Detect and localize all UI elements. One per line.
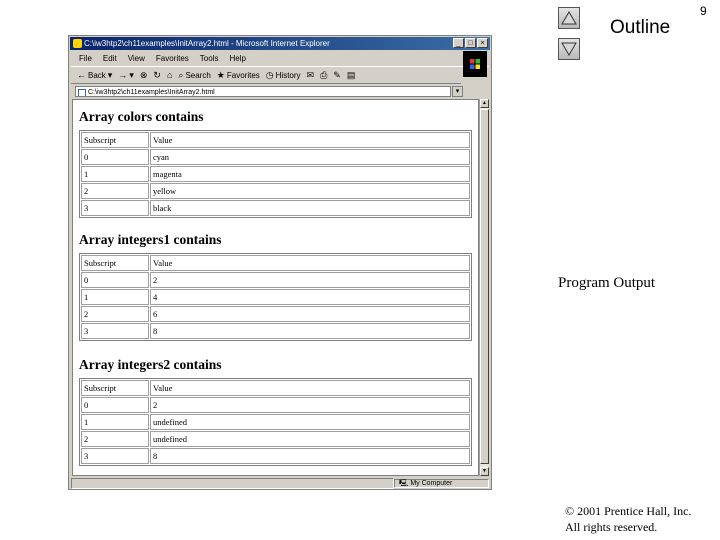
history-button[interactable] [266, 70, 301, 81]
favorites-label: Favorites [226, 70, 260, 80]
menu-edit[interactable]: Edit [102, 54, 117, 63]
table-header-row [81, 132, 470, 148]
back-label: Back [88, 70, 106, 80]
star-icon: ★ [216, 69, 225, 80]
discuss-icon[interactable]: ▤ [346, 69, 356, 80]
subscript-cell: 2 [81, 306, 149, 322]
subscript-header: Subscript [81, 255, 149, 271]
subscript-header: Subscript [81, 132, 149, 148]
table-row [81, 397, 470, 413]
scroll-thumb[interactable] [480, 109, 489, 464]
table-row [81, 166, 470, 182]
value-cell: black [150, 200, 470, 216]
browser-window [68, 35, 492, 490]
throbber-logo [463, 51, 487, 77]
history-icon: ◷ [265, 69, 274, 80]
value-header: Value [150, 132, 470, 148]
colors-table [79, 130, 472, 218]
scroll-down-button[interactable]: ▼ [480, 467, 489, 476]
page-content [72, 99, 479, 476]
integers2-table [79, 378, 472, 466]
subscript-header: Subscript [81, 380, 149, 396]
table-row [81, 431, 470, 447]
rights-line: All rights reserved. [565, 520, 658, 534]
subscript-cell: 1 [81, 414, 149, 430]
value-cell: undefined [150, 414, 470, 430]
table-header-row [81, 380, 470, 396]
value-header: Value [150, 380, 470, 396]
value-cell: 2 [150, 397, 470, 413]
subscript-cell: 3 [81, 448, 149, 464]
integers1-section [79, 231, 475, 341]
search-button[interactable] [178, 70, 210, 81]
colors-section [79, 108, 475, 218]
value-cell: 8 [150, 323, 470, 339]
favorites-button[interactable] [217, 70, 260, 81]
table-row [81, 448, 470, 464]
zone-label: My Computer [410, 480, 453, 487]
subscript-cell: 0 [81, 272, 149, 288]
copyright-line: © 2001 Prentice Hall, Inc. [565, 504, 692, 518]
stop-icon[interactable]: ⊗ [139, 69, 148, 80]
window-controls [453, 38, 488, 48]
subscript-cell: 1 [81, 166, 149, 182]
table-row [81, 289, 470, 305]
triangle-up-icon [561, 11, 577, 25]
computer-icon: 🖳 [399, 480, 409, 487]
mail-icon[interactable]: ✉ [306, 69, 315, 80]
address-input[interactable] [75, 86, 451, 97]
chevron-down-icon: ▾ [107, 69, 113, 80]
home-icon[interactable]: ⌂ [166, 70, 173, 80]
standard-toolbar [71, 67, 461, 84]
value-cell: 8 [150, 448, 470, 464]
back-button[interactable] [77, 70, 112, 81]
forward-button[interactable] [118, 70, 134, 81]
menu-help[interactable]: Help [229, 54, 246, 63]
windows-logo-icon [469, 58, 481, 70]
status-bar [71, 478, 489, 489]
address-value: C:\iw3htp2\ch11examples\InitArray2.html [88, 88, 215, 96]
vertical-scrollbar[interactable] [479, 99, 489, 476]
previous-slide-button[interactable] [558, 7, 580, 29]
forward-arrow-icon: → [118, 70, 128, 80]
search-icon: ⌕ [178, 69, 184, 80]
integers1-table [79, 253, 472, 341]
menu-tools[interactable]: Tools [199, 54, 219, 63]
table-row [81, 200, 470, 216]
history-label: History [275, 70, 301, 80]
colors-heading: Array colors contains [79, 109, 204, 124]
close-button[interactable]: × [477, 38, 488, 48]
security-zone [394, 479, 489, 488]
print-icon[interactable]: ⎙ [320, 69, 328, 80]
value-header: Value [150, 255, 470, 271]
address-dropdown-button[interactable] [452, 86, 463, 97]
table-header-row [81, 255, 470, 271]
scroll-up-button[interactable]: ▲ [480, 99, 489, 108]
value-cell: 4 [150, 289, 470, 305]
page-icon [78, 89, 86, 97]
table-row [81, 272, 470, 288]
window-title: C:\iw3htp2\ch11examples\InitArray2.html - Microsoft Internet Explorer [84, 39, 330, 48]
menu-bar [71, 51, 489, 67]
next-slide-button[interactable] [558, 38, 580, 60]
value-cell: magenta [150, 166, 470, 182]
value-cell: 6 [150, 306, 470, 322]
minimize-button[interactable]: _ [453, 38, 464, 48]
table-row [81, 183, 470, 199]
table-row [81, 414, 470, 430]
subscript-cell: 3 [81, 200, 149, 216]
menu-view[interactable]: View [127, 54, 145, 63]
subscript-cell: 2 [81, 183, 149, 199]
value-cell: cyan [150, 149, 470, 165]
address-bar [71, 84, 489, 98]
subscript-cell: 2 [81, 431, 149, 447]
status-text-area [71, 478, 394, 489]
value-cell: undefined [150, 431, 470, 447]
subscript-cell: 0 [81, 397, 149, 413]
chevron-down-icon: ▾ [129, 69, 134, 80]
table-row [81, 323, 470, 339]
triangle-down-icon [561, 42, 577, 56]
program-output-label: Program Output [558, 275, 656, 291]
outline-link[interactable]: Outline [610, 17, 671, 38]
subscript-cell: 3 [81, 323, 149, 339]
menu-favorites[interactable]: Favorites [155, 54, 189, 63]
chevron-down-icon: ▾ [455, 87, 460, 95]
window-titlebar[interactable] [70, 37, 490, 50]
search-label: Search [185, 70, 211, 80]
back-arrow-icon: ← [77, 70, 86, 80]
integers2-section [79, 356, 475, 466]
table-row [81, 306, 470, 322]
page-number: 9 [700, 4, 707, 18]
integers1-heading: Array integers1 contains [79, 232, 222, 247]
menu-file[interactable]: File [79, 54, 92, 63]
value-cell: 2 [150, 272, 470, 288]
subscript-cell: 1 [81, 289, 149, 305]
refresh-icon[interactable]: ↻ [153, 69, 161, 80]
table-row [81, 149, 470, 165]
integers2-heading: Array integers2 contains [79, 357, 222, 372]
maximize-button[interactable]: □ [465, 38, 476, 48]
edit-icon[interactable]: ✎ [333, 69, 341, 80]
subscript-cell: 0 [81, 149, 149, 165]
value-cell: yellow [150, 183, 470, 199]
copyright-notice [565, 503, 691, 535]
ie-icon [73, 39, 82, 48]
